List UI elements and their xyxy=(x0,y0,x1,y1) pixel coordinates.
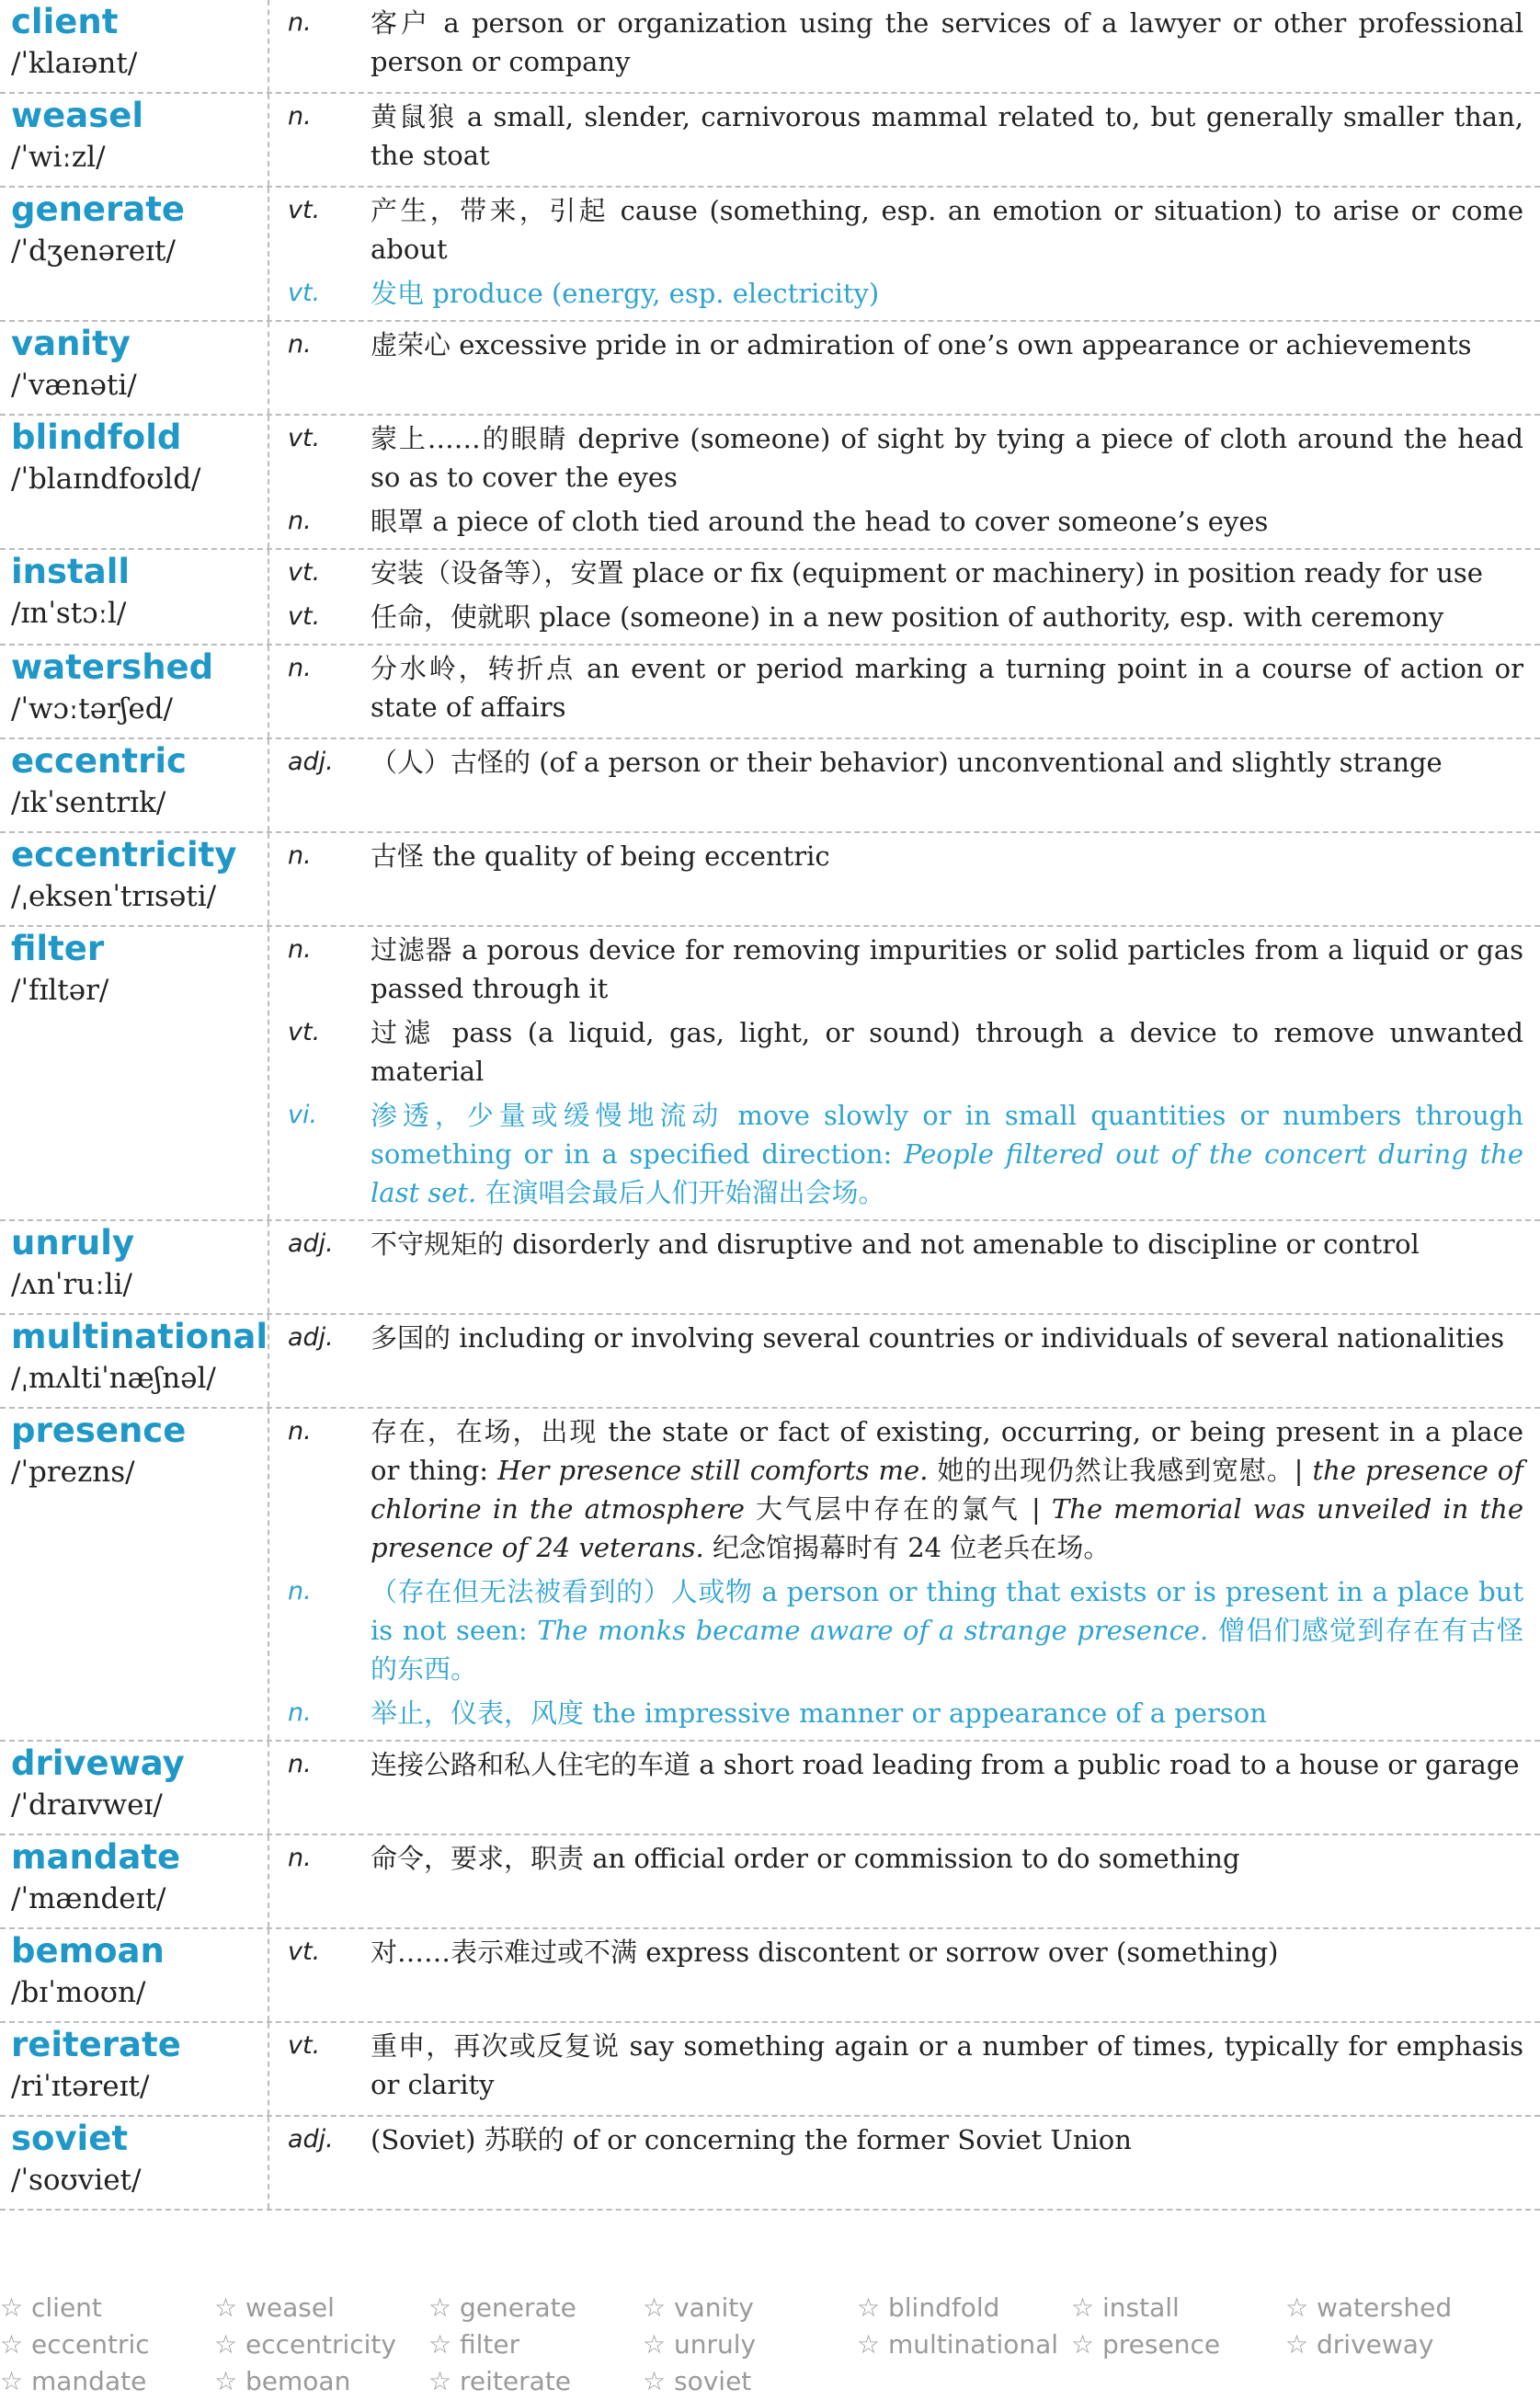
definitions-cell xyxy=(269,550,1540,644)
definition-segment: (Soviet) 苏联的 of or concerning the former Soviet Union xyxy=(371,2124,1132,2155)
headword: eccentricity xyxy=(11,835,237,874)
headword-cell xyxy=(0,1929,269,2021)
headword-cell xyxy=(0,1221,269,1313)
part-of-speech: n. xyxy=(288,1577,312,1606)
headword: soviet xyxy=(11,2119,129,2158)
example-sentence: Her presence still comforts me. xyxy=(497,1455,929,1486)
index-word: ☆ soviet xyxy=(643,2366,752,2396)
definition-text xyxy=(371,837,1523,875)
headword: client xyxy=(11,2,119,41)
index-word: ☆ client xyxy=(0,2292,102,2323)
sense xyxy=(279,274,1523,313)
definition-segment: 纪念馆揭幕时有 24 位老兵在场。 xyxy=(703,1532,1111,1563)
definition-segment: 僧侣们感觉到存在有古怪的东西。 xyxy=(371,1615,1524,1685)
definition-text xyxy=(371,1013,1523,1091)
part-of-speech: adj. xyxy=(288,748,334,776)
sense xyxy=(279,4,1523,81)
headword-cell xyxy=(0,322,269,414)
pronunciation: /ˈmændeɪt/ xyxy=(11,1882,166,1915)
definition-text xyxy=(371,1572,1523,1688)
definition-segment: 对……表示难过或不满 express discontent or sorrow over (something) xyxy=(371,1937,1279,1968)
definitions-cell xyxy=(269,416,1540,548)
headword: watershed xyxy=(11,647,214,687)
pronunciation: /ˈwɔːtərʃed/ xyxy=(11,692,173,726)
part-of-speech: vt. xyxy=(288,602,321,631)
part-of-speech: vt. xyxy=(288,2031,321,2060)
sense xyxy=(279,419,1523,497)
sense xyxy=(279,1745,1523,1784)
definition-text xyxy=(371,1933,1523,1971)
entry-row xyxy=(0,416,1540,550)
headword-cell xyxy=(0,739,269,831)
entry-row xyxy=(0,550,1540,646)
entry-row xyxy=(0,0,1540,94)
definition-text xyxy=(371,191,1523,269)
definition-segment: 举止，仪表，风度 the impressive manner or appearance of a person xyxy=(371,1697,1267,1729)
definition-text xyxy=(371,97,1523,175)
pronunciation: /ˈblaɪndfoʊld/ xyxy=(11,463,201,496)
pronunciation: /ˌmʌltiˈnæʃnəl/ xyxy=(11,1362,216,1395)
example-sentence: The memorial was unveiled in the presence of 24 veterans. xyxy=(371,1493,1523,1563)
pronunciation: /ɪnˈstɔːl/ xyxy=(11,597,127,630)
headword: filter xyxy=(11,929,105,968)
pronunciation: /ˈfɪltər/ xyxy=(11,974,109,1007)
definitions-cell xyxy=(269,739,1540,831)
part-of-speech: n. xyxy=(288,1417,312,1446)
headword: eccentric xyxy=(11,741,187,781)
part-of-speech: n. xyxy=(288,507,312,535)
sense xyxy=(279,326,1523,364)
headword: mandate xyxy=(11,1837,181,1877)
definition-segment: 她的出现仍然让我感到宽慰。| xyxy=(928,1455,1313,1486)
headword: unruly xyxy=(11,1223,135,1263)
definitions-cell xyxy=(269,94,1540,186)
definition-segment: 命令，要求，职责 an official order or commission to do something xyxy=(371,1843,1240,1874)
headword: reiterate xyxy=(11,2025,181,2064)
pronunciation: /bɪˈmoʊn/ xyxy=(11,1976,146,2009)
definition-text xyxy=(371,649,1523,726)
headword-cell xyxy=(0,188,269,320)
part-of-speech: vt. xyxy=(288,424,321,452)
part-of-speech: n. xyxy=(288,1844,312,1872)
pronunciation: /riˈɪtəreɪt/ xyxy=(11,2070,150,2103)
headword-cell xyxy=(0,1835,269,1927)
part-of-speech: vt. xyxy=(288,196,321,224)
definition-segment: 连接公路和私人住宅的车道 a short road leading from a public road to a house or garage xyxy=(371,1749,1520,1780)
definition-segment: 客户 a person or organization using the services of a lawyer or other professional person or company xyxy=(371,7,1523,77)
index-word: ☆ eccentric xyxy=(0,2329,150,2360)
example-sentence: People filtered out of the concert during the last set. xyxy=(371,1138,1523,1208)
definitions-cell xyxy=(269,1315,1540,1407)
index-word: ☆ multinational xyxy=(857,2329,1059,2360)
index-word: ☆ filter xyxy=(428,2329,520,2360)
entry-row xyxy=(0,1835,1540,1929)
entry-row xyxy=(0,1315,1540,1409)
part-of-speech: vt. xyxy=(288,1018,321,1046)
part-of-speech: n. xyxy=(288,330,312,359)
index-word: ☆ mandate xyxy=(0,2366,147,2396)
definition-text xyxy=(371,931,1523,1008)
index-word: ☆ eccentricity xyxy=(214,2329,396,2360)
sense xyxy=(279,97,1523,175)
definition-segment: 黄鼠狼 a small, slender, carnivorous mammal related to, but generally smaller than, the stoat xyxy=(371,101,1523,171)
part-of-speech: n. xyxy=(288,841,312,870)
definition-segment: 存在，在场，出现 the state or fact of existing, occurring, or being present in a place or thing: xyxy=(371,1416,1523,1486)
entry-row xyxy=(0,2117,1540,2211)
headword: blindfold xyxy=(11,417,182,457)
definition-segment: 渗透，少量或缓慢地流动 move slowly or in small quantities or numbers through something or in a specified direction: xyxy=(371,1100,1523,1170)
sense xyxy=(279,1839,1523,1878)
definition-text xyxy=(371,419,1523,497)
sense xyxy=(279,598,1523,636)
definition-segment: 产生，带来，引起 cause (something, esp. an emotion or situation) to arise or come about xyxy=(371,195,1523,265)
pronunciation: /ˈklaɪənt/ xyxy=(11,47,138,80)
index-word: ☆ generate xyxy=(428,2292,576,2323)
pronunciation: /ˈvænəti/ xyxy=(11,369,137,402)
definition-text xyxy=(371,1319,1523,1357)
definition-segment: 不守规矩的 disorderly and disruptive and not amenable to discipline or control xyxy=(371,1229,1420,1260)
entry-row xyxy=(0,94,1540,188)
definitions-cell xyxy=(269,0,1540,92)
entry-row xyxy=(0,1221,1540,1315)
headword-cell xyxy=(0,416,269,548)
word-index xyxy=(0,2290,1540,2400)
definition-segment: 多国的 including or involving several countries or individuals of several nationalities xyxy=(371,1322,1505,1354)
entry-row xyxy=(0,188,1540,322)
part-of-speech: vi. xyxy=(288,1101,318,1129)
pronunciation: /ˈwiːzl/ xyxy=(11,141,106,174)
definition-segment: 分水岭，转折点 an event or period marking a turning point in a course of action or state of affairs xyxy=(371,653,1523,723)
entry-row xyxy=(0,646,1540,739)
pronunciation: /ˈprezns/ xyxy=(11,1456,135,1489)
definition-text xyxy=(371,1096,1523,1212)
sense xyxy=(279,1013,1523,1091)
definition-text xyxy=(371,2027,1523,2104)
entry-row xyxy=(0,2023,1540,2117)
definitions-cell xyxy=(269,2117,1540,2209)
definitions-cell xyxy=(269,1835,1540,1927)
headword-cell xyxy=(0,1315,269,1407)
sense xyxy=(279,1572,1523,1688)
headword-cell xyxy=(0,833,269,925)
definition-segment: 大气层中存在的氯气 | xyxy=(744,1493,1052,1525)
sense xyxy=(279,2120,1523,2159)
definitions-cell xyxy=(269,1742,1540,1834)
index-word: ☆ bemoan xyxy=(214,2366,351,2396)
entry-row xyxy=(0,739,1540,833)
definitions-cell xyxy=(269,2023,1540,2115)
part-of-speech: adj. xyxy=(288,2125,334,2154)
headword-cell xyxy=(0,0,269,92)
definition-segment: 发电 produce (energy, esp. electricity) xyxy=(371,278,880,309)
part-of-speech: vt. xyxy=(288,558,321,587)
definition-text xyxy=(371,4,1523,81)
part-of-speech: n. xyxy=(288,8,312,37)
definitions-cell xyxy=(269,646,1540,737)
definition-text xyxy=(371,2120,1523,2159)
headword-cell xyxy=(0,646,269,737)
headword: weasel xyxy=(11,96,144,135)
definition-segment: 在演唱会最后人们开始溜出会场。 xyxy=(476,1177,885,1208)
definition-segment: 重申，再次或反复说 say something again or a number of times, typically for emphasis or clarity xyxy=(371,2030,1523,2100)
part-of-speech: adj. xyxy=(288,1323,334,1352)
entry-row xyxy=(0,833,1540,927)
sense xyxy=(279,554,1523,592)
part-of-speech: n. xyxy=(288,935,312,964)
index-word: ☆ presence xyxy=(1071,2329,1221,2360)
definition-segment: 过滤器 a porous device for removing impurities or solid particles from a liquid or gas passed through it xyxy=(371,934,1523,1004)
headword-cell xyxy=(0,550,269,644)
index-word: ☆ weasel xyxy=(214,2292,335,2323)
definitions-cell xyxy=(269,1409,1540,1740)
entry-row xyxy=(0,1929,1540,2023)
pronunciation: /ʌnˈruːli/ xyxy=(11,1268,132,1301)
definitions-cell xyxy=(269,1221,1540,1313)
index-word: ☆ install xyxy=(1071,2292,1180,2323)
headword-cell xyxy=(0,2117,269,2209)
part-of-speech: n. xyxy=(288,102,312,131)
index-word: ☆ reiterate xyxy=(428,2366,571,2396)
example-sentence: The monks became aware of a strange presence. xyxy=(537,1615,1209,1646)
index-word: ☆ watershed xyxy=(1285,2292,1453,2323)
headword: driveway xyxy=(11,1743,185,1783)
example-sentence: the presence of chlorine in the atmosphere xyxy=(371,1455,1523,1525)
sense xyxy=(279,502,1523,541)
pronunciation: /ˈsoʊviet/ xyxy=(11,2164,142,2197)
definition-text xyxy=(371,598,1523,636)
definition-segment: 安装（设备等），安置 place or fix (equipment or machinery) in position ready for use xyxy=(371,557,1483,589)
definition-text xyxy=(371,502,1523,541)
pronunciation: /ˌeksenˈtrɪsəti/ xyxy=(11,880,217,913)
definition-text xyxy=(371,326,1523,364)
sense xyxy=(279,2027,1523,2104)
headword-cell xyxy=(0,1742,269,1834)
definition-segment: 眼罩 a piece of cloth tied around the head to cover someone’s eyes xyxy=(371,506,1269,537)
entry-row xyxy=(0,927,1540,1221)
pronunciation: /ˈdraɪvweɪ/ xyxy=(11,1789,163,1822)
headword: install xyxy=(11,552,131,591)
index-word: ☆ vanity xyxy=(643,2292,754,2323)
definition-text xyxy=(371,1225,1523,1263)
index-word: ☆ driveway xyxy=(1285,2329,1434,2360)
definitions-cell xyxy=(269,927,1540,1219)
entry-row xyxy=(0,1742,1540,1835)
headword: vanity xyxy=(11,324,131,363)
headword: bemoan xyxy=(11,1931,165,1971)
entry-row xyxy=(0,322,1540,416)
definition-text xyxy=(371,1412,1523,1567)
definitions-cell xyxy=(269,1929,1540,2021)
definition-segment: （人）古怪的 (of a person or their behavior) unconventional and slightly strange xyxy=(371,747,1443,778)
sense xyxy=(279,1225,1523,1263)
index-word: ☆ blindfold xyxy=(857,2292,1000,2323)
sense xyxy=(279,837,1523,875)
definition-segment: 任命，使就职 place (someone) in a new position of authority, esp. with ceremony xyxy=(371,601,1444,633)
headword-cell xyxy=(0,927,269,1219)
definition-segment: 虚荣心 excessive pride in or admiration of one’s own appearance or achievements xyxy=(371,329,1472,360)
definition-segment: 过滤 pass (a liquid, gas, light, or sound) through a device to remove unwanted material xyxy=(371,1017,1523,1087)
definitions-cell xyxy=(269,188,1540,320)
definition-text xyxy=(371,1839,1523,1878)
sense xyxy=(279,191,1523,269)
definition-segment: 古怪 the quality of being eccentric xyxy=(371,840,830,872)
headword: multinational xyxy=(11,1317,268,1356)
sense xyxy=(279,1412,1523,1567)
sense xyxy=(279,743,1523,782)
sense xyxy=(279,1933,1523,1971)
pronunciation: /ˈdʒenəreɪt/ xyxy=(11,234,176,268)
definitions-cell xyxy=(269,833,1540,925)
part-of-speech: vt. xyxy=(288,1937,321,1966)
sense xyxy=(279,1096,1523,1212)
definition-segment: 蒙上……的眼睛 deprive (someone) of sight by tying a piece of cloth around the head so as to cover the eyes xyxy=(371,423,1523,493)
definition-text xyxy=(371,1694,1523,1732)
index-word: ☆ unruly xyxy=(643,2329,757,2360)
sense xyxy=(279,931,1523,1008)
pronunciation: /ɪkˈsentrɪk/ xyxy=(11,786,166,819)
sense xyxy=(279,1694,1523,1732)
sense xyxy=(279,649,1523,726)
definitions-cell xyxy=(269,322,1540,414)
headword-cell xyxy=(0,2023,269,2115)
definition-text xyxy=(371,274,1523,313)
entry-row xyxy=(0,1409,1540,1742)
part-of-speech: n. xyxy=(288,654,312,682)
part-of-speech: n. xyxy=(288,1698,312,1727)
part-of-speech: adj. xyxy=(288,1229,334,1258)
definition-text xyxy=(371,1745,1523,1784)
part-of-speech: n. xyxy=(288,1750,312,1778)
headword: presence xyxy=(11,1411,187,1450)
definition-text xyxy=(371,554,1523,592)
headword-cell xyxy=(0,1409,269,1740)
definition-segment: （存在但无法被看到的）人或物 a person or thing that exists or is present in a place but is not seen: xyxy=(371,1576,1523,1646)
headword-cell xyxy=(0,94,269,186)
sense xyxy=(279,1319,1523,1357)
part-of-speech: vt. xyxy=(288,279,321,307)
headword: generate xyxy=(11,189,186,229)
definition-text xyxy=(371,743,1523,782)
